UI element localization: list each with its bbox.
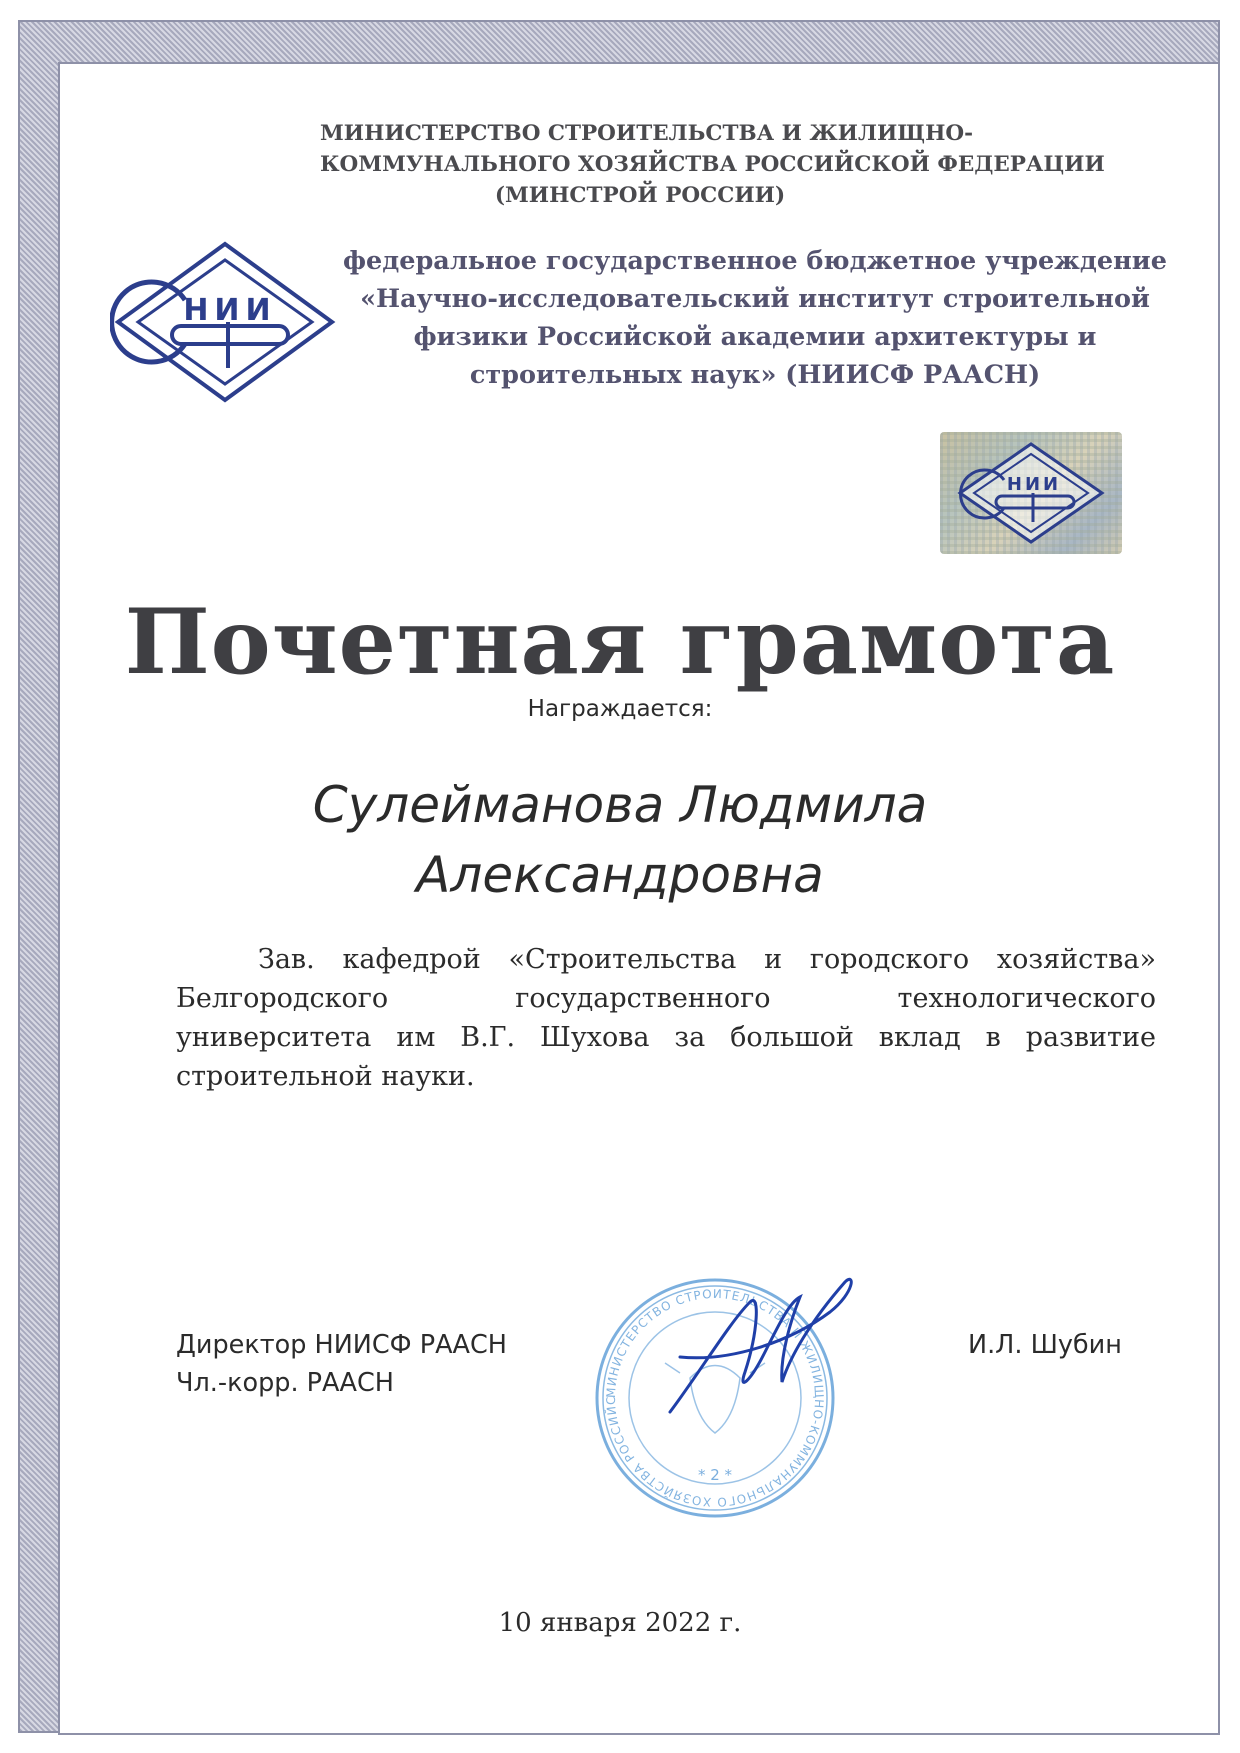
word: технологического bbox=[897, 983, 1156, 1014]
director-position: Директор НИИСФ РААСН bbox=[176, 1330, 507, 1360]
handwritten-signature-icon bbox=[640, 1262, 870, 1436]
word: городского bbox=[809, 944, 970, 975]
stamp-text: МИНИСТЕРСТВО СТРОИТЕЛЬСТВА И ЖИЛИЩНО-КОММУНАЛЬНОГО ХОЗЯЙСТВА РОССИЙС bbox=[603, 1286, 827, 1510]
word: вклад bbox=[878, 1022, 961, 1053]
word: В.Г. bbox=[460, 1022, 516, 1053]
word: в bbox=[985, 1022, 1001, 1053]
word: большой bbox=[730, 1022, 854, 1053]
citation-text bbox=[176, 940, 1156, 1096]
word: развитие bbox=[1025, 1022, 1156, 1053]
word: университета bbox=[176, 1022, 372, 1053]
institute-name bbox=[330, 242, 1180, 394]
institute-line-2: «Научно-исследовательский институт строительной bbox=[360, 284, 1150, 314]
word: за bbox=[674, 1022, 706, 1053]
recipient-name-line-2: Александровна bbox=[416, 846, 824, 904]
citation-line-1 bbox=[176, 940, 1156, 979]
institute-line-1: федеральное государственное бюджетное учреждение bbox=[343, 246, 1167, 276]
word: Белгородского bbox=[176, 983, 389, 1014]
ministry-line-1: МИНИСТЕРСТВО СТРОИТЕЛЬСТВА И ЖИЛИЩНО- bbox=[320, 121, 974, 146]
word: кафедрой bbox=[342, 944, 481, 975]
logo-text: НИИ bbox=[183, 293, 277, 328]
institute-line-3: физики Российской академии архитектуры и bbox=[413, 322, 1097, 352]
hologram-logo-text: НИИ bbox=[1006, 474, 1062, 495]
awarded-label: Награждается: bbox=[527, 696, 713, 722]
citation-line-4: строительной науки. bbox=[176, 1061, 475, 1092]
word: Зав. bbox=[258, 944, 315, 975]
issue-date: 10 января 2022 г. bbox=[498, 1608, 742, 1638]
institute-line-4: строительных наук» (НИИСФ РААСН) bbox=[469, 360, 1041, 390]
word: «Строительства bbox=[508, 944, 737, 975]
word: и bbox=[764, 944, 783, 975]
niisf-logo-icon bbox=[110, 238, 340, 410]
word: государственного bbox=[515, 983, 771, 1014]
word: Шухова bbox=[540, 1022, 650, 1053]
signer-name: И.Л. Шубин bbox=[968, 1330, 1122, 1360]
director-title bbox=[176, 1326, 507, 1402]
ministry-header bbox=[320, 118, 1105, 211]
recipient-name bbox=[0, 770, 1240, 910]
word: им bbox=[396, 1022, 436, 1053]
recipient-name-line-1: Сулейманова Людмила bbox=[312, 776, 928, 834]
ministry-line-3: (МИНСТРОЙ РОССИИ) bbox=[494, 183, 786, 208]
word: хозяйства» bbox=[996, 944, 1156, 975]
certificate-title: Почетная грамота bbox=[124, 589, 1116, 695]
stamp-number: * 2 * bbox=[697, 1466, 733, 1484]
citation-line-2 bbox=[176, 979, 1156, 1018]
ministry-line-2: КОММУНАЛЬНОГО ХОЗЯЙСТВА РОССИЙСКОЙ ФЕДЕРАЦИИ bbox=[320, 152, 1105, 177]
director-rank: Чл.-корр. РААСН bbox=[176, 1368, 394, 1398]
hologram-sticker-icon bbox=[940, 432, 1122, 554]
citation-line-3 bbox=[176, 1018, 1156, 1057]
